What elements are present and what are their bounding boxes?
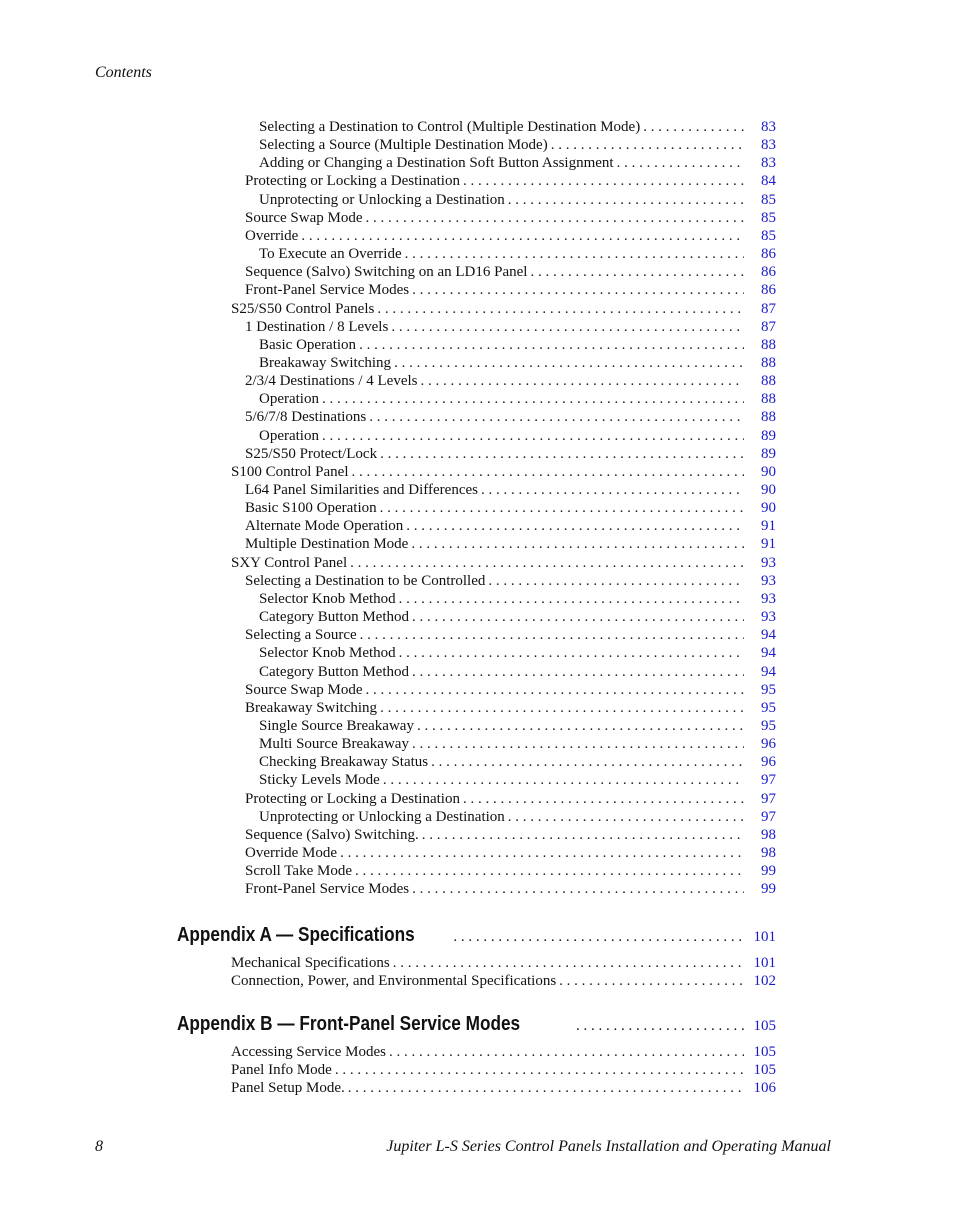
toc-entry[interactable] bbox=[245, 681, 776, 699]
toc-page-link[interactable]: 86 bbox=[761, 264, 776, 281]
dot-leader bbox=[383, 771, 744, 789]
dot-leader bbox=[463, 172, 744, 190]
dot-leader bbox=[394, 354, 744, 372]
toc-page-link[interactable]: 96 bbox=[761, 736, 776, 753]
toc-entry[interactable] bbox=[245, 699, 776, 717]
toc-page-link[interactable]: 83 bbox=[761, 119, 776, 135]
toc-entry-label: Appendix B — Front-Panel Service Modes bbox=[177, 1013, 521, 1035]
toc-entry-label: Basic Operation bbox=[259, 336, 357, 353]
dot-leader bbox=[391, 318, 744, 336]
toc-page-link[interactable]: 95 bbox=[761, 717, 776, 734]
toc-page-link[interactable]: 88 bbox=[761, 336, 776, 353]
toc-entry[interactable] bbox=[245, 445, 776, 463]
toc-page-link[interactable]: 89 bbox=[761, 427, 776, 444]
toc-page-link[interactable]: 86 bbox=[761, 282, 776, 299]
toc-page-link[interactable]: 105 bbox=[753, 1062, 776, 1079]
toc-page-link[interactable]: 93 bbox=[761, 572, 776, 589]
toc-entry-label: 5/6/7/8 Destinations bbox=[245, 409, 367, 426]
toc-entry[interactable] bbox=[245, 626, 776, 644]
toc-entry-label: Operation bbox=[259, 391, 319, 408]
toc-entry-label: Selecting a Source bbox=[245, 627, 357, 644]
dot-leader bbox=[412, 735, 744, 753]
toc-entry[interactable] bbox=[259, 644, 776, 662]
appendix-heading[interactable] bbox=[177, 924, 776, 947]
toc-entry[interactable] bbox=[259, 753, 776, 771]
toc-page-link[interactable]: 101 bbox=[753, 929, 776, 945]
dot-leader bbox=[335, 1061, 744, 1079]
toc-entry-label: Sequence (Salvo) Switching. bbox=[245, 826, 419, 843]
toc-entry[interactable] bbox=[245, 481, 776, 499]
toc-entry-label: 1 Destination / 8 Levels bbox=[245, 318, 389, 335]
toc-entry[interactable] bbox=[259, 154, 776, 172]
toc-page-link[interactable]: 105 bbox=[753, 1018, 776, 1034]
toc-entry[interactable] bbox=[245, 172, 776, 190]
toc-page-link[interactable]: 85 bbox=[761, 227, 776, 244]
dot-leader bbox=[322, 427, 744, 445]
toc-entry-label: Basic S100 Operation bbox=[245, 500, 377, 517]
toc-entry[interactable] bbox=[259, 808, 776, 826]
toc-page-link[interactable]: 88 bbox=[761, 391, 776, 408]
toc-page-link[interactable]: 86 bbox=[761, 246, 776, 263]
toc-page-link[interactable]: 99 bbox=[761, 881, 776, 898]
toc-entry-label: Selector Knob Method bbox=[259, 590, 396, 607]
toc-entry-label: Breakaway Switching bbox=[259, 354, 392, 371]
toc-entry[interactable] bbox=[259, 245, 776, 263]
toc-entry[interactable] bbox=[231, 300, 776, 318]
toc-page-link[interactable]: 94 bbox=[761, 627, 776, 644]
toc-page-link[interactable]: 93 bbox=[761, 590, 776, 607]
dot-leader bbox=[508, 191, 744, 209]
toc-page-link[interactable]: 83 bbox=[761, 155, 776, 172]
toc-entry-label: Mechanical Specifications bbox=[231, 955, 390, 971]
toc-page-link[interactable]: 90 bbox=[761, 482, 776, 498]
toc-entry[interactable] bbox=[259, 771, 776, 789]
toc-page-link[interactable]: 94 bbox=[761, 645, 776, 662]
toc-entry[interactable] bbox=[245, 862, 776, 880]
toc-page-link[interactable]: 101 bbox=[753, 955, 776, 971]
dot-leader bbox=[412, 608, 744, 626]
toc-entry-label: Selecting a Source (Multiple Destination Mode) bbox=[259, 137, 548, 154]
toc-entry-label: Sticky Levels Mode bbox=[259, 772, 380, 789]
toc-page-link[interactable]: 98 bbox=[761, 826, 776, 843]
toc-entry-label: Accessing Service Modes bbox=[231, 1044, 386, 1060]
toc-page-link[interactable]: 102 bbox=[753, 973, 776, 990]
toc-entry-label: Connection, Power, and Environmental Specifications bbox=[231, 973, 557, 990]
toc-entry-label: Panel Setup Mode. bbox=[231, 1080, 345, 1097]
toc-entry-label: SXY Control Panel bbox=[231, 554, 348, 571]
dot-leader bbox=[301, 227, 744, 245]
dot-leader bbox=[377, 300, 744, 318]
toc-entry-label: Sequence (Salvo) Switching on an LD16 Panel bbox=[245, 264, 528, 281]
toc-entry-label: Operation bbox=[259, 427, 319, 444]
toc-entry-label: Single Source Breakaway bbox=[259, 717, 414, 734]
toc-entry-label: Unprotecting or Unlocking a Destination bbox=[259, 191, 505, 208]
dot-leader bbox=[643, 118, 744, 136]
running-header: Contents bbox=[95, 64, 152, 81]
dot-leader bbox=[359, 336, 744, 354]
dot-leader bbox=[488, 572, 744, 590]
dot-leader bbox=[352, 463, 744, 481]
toc-entry-label: Unprotecting or Unlocking a Destination bbox=[259, 808, 505, 825]
toc-entry-label: Alternate Mode Operation bbox=[245, 518, 404, 535]
toc-entry[interactable] bbox=[259, 136, 776, 154]
toc-entry-label: Override Mode bbox=[245, 845, 338, 861]
toc-page-link[interactable]: 91 bbox=[761, 536, 776, 553]
page-number: 8 bbox=[95, 1138, 103, 1155]
toc-entry[interactable] bbox=[259, 717, 776, 735]
toc-entry[interactable] bbox=[231, 1043, 776, 1061]
dot-leader bbox=[348, 1079, 744, 1097]
toc-page-link[interactable]: 97 bbox=[761, 808, 776, 825]
footer-title: Jupiter L-S Series Control Panels Installation and Operating Manual bbox=[386, 1138, 831, 1155]
toc-entry-label: To Execute an Override bbox=[259, 246, 402, 263]
toc-entry-label: Selector Knob Method bbox=[259, 645, 396, 662]
dot-leader bbox=[405, 245, 744, 263]
toc-entry[interactable] bbox=[231, 1079, 776, 1097]
dot-leader bbox=[369, 408, 744, 426]
dot-leader bbox=[576, 1018, 744, 1035]
toc-page-link[interactable]: 85 bbox=[761, 191, 776, 208]
dot-leader bbox=[406, 517, 744, 535]
toc-page-link[interactable]: 106 bbox=[753, 1080, 776, 1097]
toc-page-link[interactable]: 91 bbox=[761, 518, 776, 535]
toc-page-link[interactable]: 94 bbox=[761, 663, 776, 680]
toc-page-link[interactable]: 83 bbox=[761, 137, 776, 154]
toc-page-link[interactable]: 85 bbox=[761, 209, 776, 226]
toc-entry[interactable] bbox=[231, 954, 776, 972]
toc-page-link[interactable]: 97 bbox=[761, 790, 776, 807]
toc-page-link[interactable]: 98 bbox=[761, 845, 776, 861]
toc-entry[interactable] bbox=[259, 427, 776, 445]
toc-page-link[interactable]: 93 bbox=[761, 609, 776, 626]
toc-page-link[interactable]: 99 bbox=[761, 863, 776, 880]
toc-entry[interactable] bbox=[231, 972, 776, 990]
toc-entry-label: 2/3/4 Destinations / 4 Levels bbox=[245, 373, 418, 390]
dot-leader bbox=[508, 808, 744, 826]
toc-page-link[interactable]: 95 bbox=[761, 699, 776, 716]
toc-page-link[interactable]: 84 bbox=[761, 173, 776, 190]
toc-entry-label: Appendix A — Specifications bbox=[177, 924, 415, 946]
toc-entry-label: Category Button Method bbox=[259, 609, 409, 626]
toc-entry-label: Front-Panel Service Modes bbox=[245, 282, 410, 299]
toc-entry-label: Protecting or Locking a Destination bbox=[245, 173, 460, 190]
dot-leader bbox=[365, 681, 744, 699]
toc-entry[interactable] bbox=[245, 318, 776, 336]
toc-entry-label: Front-Panel Service Modes bbox=[245, 881, 410, 898]
toc-page-link[interactable]: 93 bbox=[761, 554, 776, 571]
dot-leader bbox=[399, 644, 744, 662]
toc-entry[interactable] bbox=[245, 281, 776, 299]
toc-entry-label: Breakaway Switching bbox=[245, 699, 378, 716]
dot-leader bbox=[530, 263, 744, 281]
toc-entry-label: Panel Info Mode bbox=[231, 1062, 332, 1079]
toc-page-link[interactable]: 96 bbox=[761, 754, 776, 771]
toc-entry-label: Category Button Method bbox=[259, 663, 409, 680]
toc-entry[interactable] bbox=[231, 1061, 776, 1079]
toc-entry-label: Override bbox=[245, 227, 299, 244]
dot-leader bbox=[412, 663, 744, 681]
dot-leader bbox=[481, 481, 744, 499]
appendix-heading[interactable] bbox=[177, 1013, 776, 1036]
toc-page-link[interactable]: 87 bbox=[761, 300, 776, 317]
dot-leader bbox=[551, 136, 744, 154]
toc-entry-label: S25/S50 Control Panels bbox=[231, 300, 375, 317]
dot-leader bbox=[340, 844, 744, 862]
toc-entry[interactable] bbox=[259, 336, 776, 354]
toc-entry-label: Selecting a Destination to be Controlled bbox=[245, 572, 486, 589]
toc-entry-label: Protecting or Locking a Destination bbox=[245, 790, 460, 807]
toc-entry[interactable] bbox=[245, 790, 776, 808]
toc-entry-label: Checking Breakaway Status bbox=[259, 754, 429, 771]
toc-entry[interactable] bbox=[259, 390, 776, 408]
toc-entry-label: Multiple Destination Mode bbox=[245, 536, 409, 553]
dot-leader bbox=[559, 972, 744, 990]
dot-leader bbox=[463, 790, 744, 808]
toc-entry-label: Multi Source Breakaway bbox=[259, 736, 409, 753]
toc-entry[interactable] bbox=[245, 572, 776, 590]
toc-entry[interactable] bbox=[245, 209, 776, 227]
toc-page-link[interactable]: 88 bbox=[761, 354, 776, 371]
toc-entry[interactable] bbox=[245, 372, 776, 390]
toc-entry[interactable] bbox=[259, 118, 776, 136]
dot-leader bbox=[412, 281, 744, 299]
toc-entry[interactable] bbox=[259, 191, 776, 209]
toc-entry-label: Adding or Changing a Destination Soft Button Assignment bbox=[259, 155, 614, 172]
toc-entry-label: Source Swap Mode bbox=[245, 209, 363, 226]
toc-entry-label: S25/S50 Protect/Lock bbox=[245, 445, 378, 462]
toc-entry[interactable] bbox=[245, 408, 776, 426]
dot-leader bbox=[322, 390, 744, 408]
dot-leader bbox=[380, 445, 744, 463]
dot-leader bbox=[412, 880, 744, 898]
dot-leader bbox=[350, 554, 744, 572]
dot-leader bbox=[431, 753, 744, 771]
toc-entry[interactable] bbox=[245, 517, 776, 535]
toc-page-link[interactable]: 97 bbox=[761, 772, 776, 789]
toc-entry[interactable] bbox=[259, 354, 776, 372]
toc-entry[interactable] bbox=[259, 663, 776, 681]
toc-page-link[interactable]: 95 bbox=[761, 681, 776, 698]
dot-leader bbox=[355, 862, 744, 880]
toc-entry-label: Source Swap Mode bbox=[245, 681, 363, 698]
toc-entry-label: S100 Control Panel bbox=[231, 463, 349, 480]
dot-leader bbox=[453, 929, 744, 946]
toc-entry[interactable] bbox=[245, 844, 776, 862]
dot-leader bbox=[389, 1043, 744, 1061]
toc-page-link[interactable]: 90 bbox=[761, 500, 776, 517]
dot-leader bbox=[360, 626, 744, 644]
dot-leader bbox=[399, 590, 744, 608]
dot-leader bbox=[380, 699, 744, 717]
toc-entry[interactable] bbox=[231, 554, 776, 572]
dot-leader bbox=[420, 372, 744, 390]
toc-entry[interactable] bbox=[245, 826, 776, 844]
dot-leader bbox=[422, 826, 744, 844]
toc-entry[interactable] bbox=[259, 608, 776, 626]
toc-page-link[interactable]: 87 bbox=[761, 318, 776, 335]
toc-entry[interactable] bbox=[245, 263, 776, 281]
dot-leader bbox=[411, 535, 744, 553]
dot-leader bbox=[393, 954, 744, 972]
toc-entry[interactable] bbox=[231, 463, 776, 481]
toc-entry[interactable] bbox=[245, 880, 776, 898]
toc-entry-label: L64 Panel Similarities and Differences bbox=[245, 482, 478, 498]
toc-page-link[interactable]: 89 bbox=[761, 445, 776, 462]
toc-page-link[interactable]: 88 bbox=[761, 409, 776, 426]
dot-leader bbox=[365, 209, 744, 227]
dot-leader bbox=[380, 499, 744, 517]
toc-entry-label: Selecting a Destination to Control (Multiple Destination Mode) bbox=[259, 119, 641, 135]
dot-leader bbox=[617, 154, 744, 172]
toc-entry-label: Scroll Take Mode bbox=[245, 863, 352, 880]
toc-page-link[interactable]: 90 bbox=[761, 463, 776, 480]
toc-entry[interactable] bbox=[259, 590, 776, 608]
toc-entry[interactable] bbox=[259, 735, 776, 753]
toc-page-link[interactable]: 105 bbox=[753, 1044, 776, 1060]
toc-entry[interactable] bbox=[245, 227, 776, 245]
toc-entry[interactable] bbox=[245, 499, 776, 517]
dot-leader bbox=[417, 717, 744, 735]
toc-entry[interactable] bbox=[245, 535, 776, 553]
toc-page-link[interactable]: 88 bbox=[761, 373, 776, 390]
